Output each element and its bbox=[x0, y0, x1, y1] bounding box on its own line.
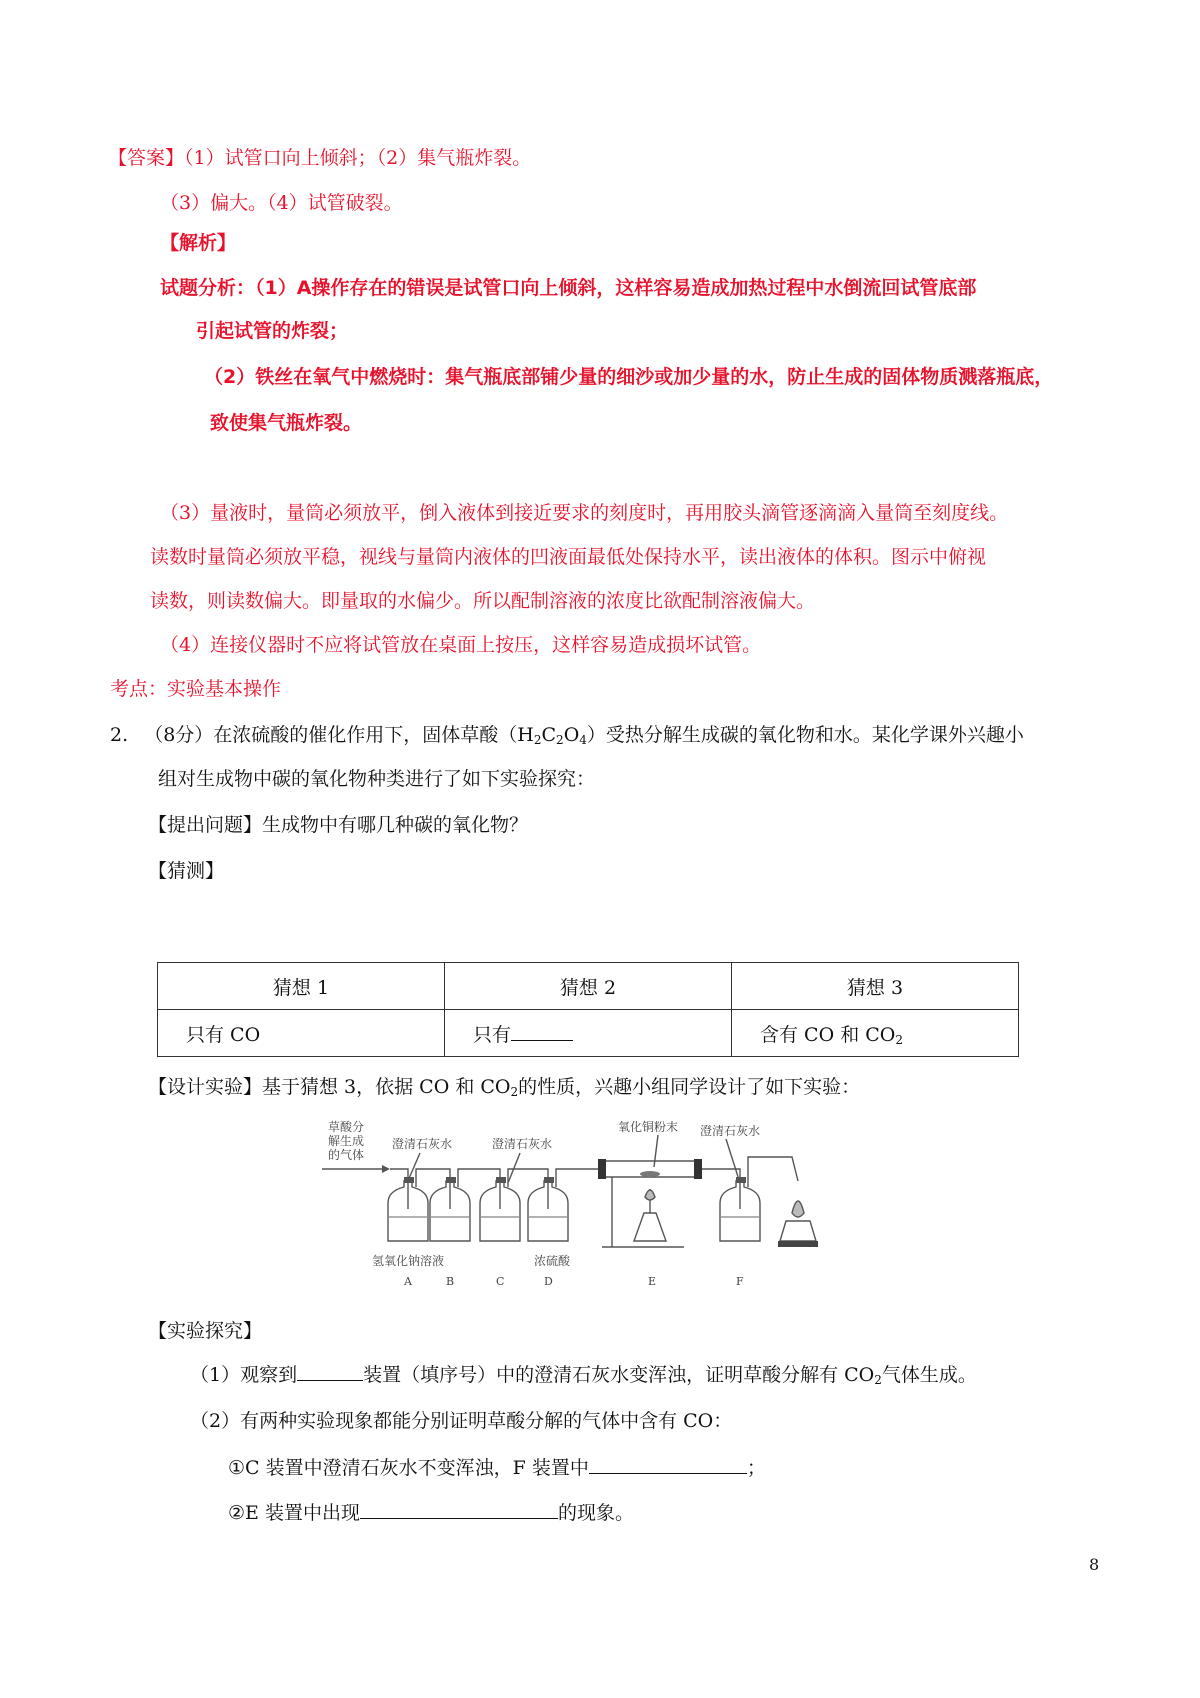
explore-q1-b: 装置（填序号）中的澄清石灰水变浑浊，证明草酸分解有 CO bbox=[363, 1364, 875, 1386]
label-lime-water-c: 澄清石灰水 bbox=[492, 1137, 553, 1151]
analysis-p3c: 读数，则读数偏大。即量取的水偏少。所以配制溶液的浓度比欲配制溶液偏大。 bbox=[150, 590, 816, 612]
design-line bbox=[148, 1074, 860, 1100]
explore-q1-blank[interactable] bbox=[297, 1362, 363, 1381]
explore-q1 bbox=[190, 1362, 977, 1388]
q2-intro-line-1 bbox=[110, 722, 1024, 748]
label-lime-water-a: 澄清石灰水 bbox=[392, 1137, 453, 1151]
label-copper-oxide: 氧化铜粉末 bbox=[618, 1120, 679, 1134]
explore-q2-item-2-b: 的现象。 bbox=[557, 1502, 634, 1524]
letter-e: E bbox=[648, 1275, 657, 1288]
analysis-p3b: 读数时量筒必须放平稳，视线与量筒内液体的凹液面最低处保持水平，读出液体的体积。图示中俯视 bbox=[150, 546, 987, 568]
alcohol-lamp-burner bbox=[778, 1201, 818, 1247]
explore-q2-item-2 bbox=[228, 1500, 634, 1526]
analysis-p1b: 引起试管的炸裂； bbox=[196, 320, 349, 342]
tube-a-b bbox=[416, 1169, 450, 1209]
question-line bbox=[148, 812, 528, 838]
guess-header-3: 猜想 3 bbox=[732, 963, 1019, 1010]
letter-a: A bbox=[404, 1275, 412, 1288]
inlet-label-1: 草酸分 bbox=[328, 1120, 365, 1134]
alcohol-lamp-e bbox=[634, 1189, 666, 1241]
letter-b: B bbox=[446, 1275, 455, 1288]
arrow-head-icon bbox=[382, 1165, 390, 1173]
tube-b-c bbox=[458, 1169, 500, 1209]
explore-q1-sub: 2 bbox=[874, 1373, 882, 1387]
q2-number: 2. bbox=[110, 724, 129, 746]
letter-c: C bbox=[496, 1275, 505, 1288]
explore-q2-item-1-b: ； bbox=[746, 1457, 766, 1479]
guess-cell-3 bbox=[732, 1010, 1019, 1057]
guess-tag: 【猜测】 bbox=[148, 860, 225, 882]
inlet-label-2: 解生成 bbox=[328, 1134, 365, 1148]
formula-c: C bbox=[541, 724, 557, 746]
inlet-label-3: 的气体 bbox=[328, 1148, 365, 1162]
guess-cell-2 bbox=[445, 1010, 732, 1057]
kaodian: 考点：实验基本操作 bbox=[110, 678, 282, 700]
letter-f: F bbox=[736, 1275, 744, 1288]
analysis-p1a: 试题分析：（1）A操作存在的错误是试管口向上倾斜，这样容易造成加热过程中水倒流回试管底部 bbox=[160, 277, 977, 299]
explore-q2-item-1 bbox=[228, 1455, 766, 1481]
explore-q2-item-1-a: ①C 装置中澄清石灰水不变浑浊，F 装置中 bbox=[228, 1457, 589, 1479]
guess-table bbox=[157, 962, 1019, 1057]
analysis-p4: （4）连接仪器时不应将试管放在桌面上按压，这样容易造成损坏试管。 bbox=[160, 634, 762, 656]
pointer-e bbox=[654, 1135, 658, 1167]
explore-q2-item-2-blank[interactable] bbox=[360, 1500, 558, 1519]
q2-intro-c: 组对生成物中碳的氧化物种类进行了如下实验探究： bbox=[158, 768, 596, 790]
pointer-f bbox=[726, 1139, 740, 1183]
guess-cell-1: 只有 CO bbox=[158, 1010, 445, 1057]
label-lime-water-f: 澄清石灰水 bbox=[700, 1124, 761, 1138]
guess-table-row bbox=[158, 1010, 1019, 1057]
letter-d: D bbox=[544, 1275, 553, 1288]
explore-q1-a: （1）观察到 bbox=[190, 1364, 298, 1386]
explore-q2: （2）有两种实验现象都能分别证明草酸分解的气体中含有 CO： bbox=[190, 1410, 733, 1432]
guess-2-blank[interactable] bbox=[511, 1022, 573, 1041]
q2-intro-b: ）受热分解生成碳的氧化物和水。某化学课外兴趣小 bbox=[586, 724, 1024, 746]
design-tag: 【设计实验】 bbox=[148, 1076, 263, 1098]
formula-h: H bbox=[517, 724, 534, 746]
tube-d-e bbox=[556, 1169, 600, 1187]
label-h2so4: 浓硫酸 bbox=[534, 1254, 571, 1268]
question-tag: 【提出问题】 bbox=[148, 814, 263, 836]
guess-header-2: 猜想 2 bbox=[445, 963, 732, 1010]
analysis-p2b: 致使集气瓶炸裂。 bbox=[210, 412, 363, 434]
explore-tag: 【实验探究】 bbox=[148, 1320, 263, 1342]
guess-cell-3-text: 含有 CO 和 CO bbox=[760, 1023, 896, 1046]
label-naoh: 氢氧化钠溶液 bbox=[372, 1254, 445, 1268]
explore-q2-item-2-a: ②E 装置中出现 bbox=[228, 1502, 360, 1524]
heating-tube-e bbox=[598, 1159, 702, 1179]
design-text-b: 的性质，兴趣小组同学设计了如下实验： bbox=[518, 1076, 861, 1098]
guess-header-1: 猜想 1 bbox=[158, 963, 445, 1010]
formula-o-sub: 4 bbox=[579, 733, 587, 747]
formula-h-sub: 2 bbox=[533, 733, 542, 747]
apparatus-diagram bbox=[322, 1117, 882, 1292]
explore-q1-c: 气体生成。 bbox=[881, 1364, 977, 1386]
analysis-p3a: （3）量液时，量筒必须放平，倒入液体到接近要求的刻度时，再用胶头滴管逐滴滴入量筒至刻度线。 bbox=[160, 502, 1009, 524]
explore-q2-item-1-blank[interactable] bbox=[589, 1455, 747, 1474]
question-text: 生成物中有哪几种碳的氧化物？ bbox=[262, 814, 529, 836]
answer-line-2: （3）偏大。（4）试管破裂。 bbox=[160, 192, 403, 214]
answer-text-1: （1）试管口向上倾斜；（2）集气瓶炸裂。 bbox=[184, 147, 532, 169]
tube-f-burner bbox=[748, 1157, 798, 1187]
analysis-p2a: （2）铁丝在氧气中燃烧时：集气瓶底部铺少量的细沙或加少量的水，防止生成的固体物质溅落瓶底， bbox=[204, 366, 1054, 388]
analysis-tag: 【解析】 bbox=[160, 232, 237, 254]
formula-c-sub: 2 bbox=[556, 733, 564, 747]
guess-cell-2-text: 只有 bbox=[473, 1023, 512, 1046]
q2-intro-a: （8分）在浓硫酸的催化作用下，固体草酸（ bbox=[144, 724, 518, 746]
guess-cell-3-sub: 2 bbox=[895, 1032, 903, 1047]
pointer-c bbox=[508, 1153, 520, 1183]
formula-o: O bbox=[563, 724, 580, 746]
answer-line-1 bbox=[108, 145, 531, 171]
answer-tag: 【答案】 bbox=[108, 147, 185, 169]
page-number: 8 bbox=[1089, 1555, 1100, 1574]
iron-stand bbox=[602, 1177, 684, 1247]
design-text-a: 基于猜想 3，依据 CO 和 CO bbox=[262, 1076, 511, 1098]
guess-table-header-row bbox=[158, 963, 1019, 1010]
design-sub: 2 bbox=[510, 1085, 519, 1099]
